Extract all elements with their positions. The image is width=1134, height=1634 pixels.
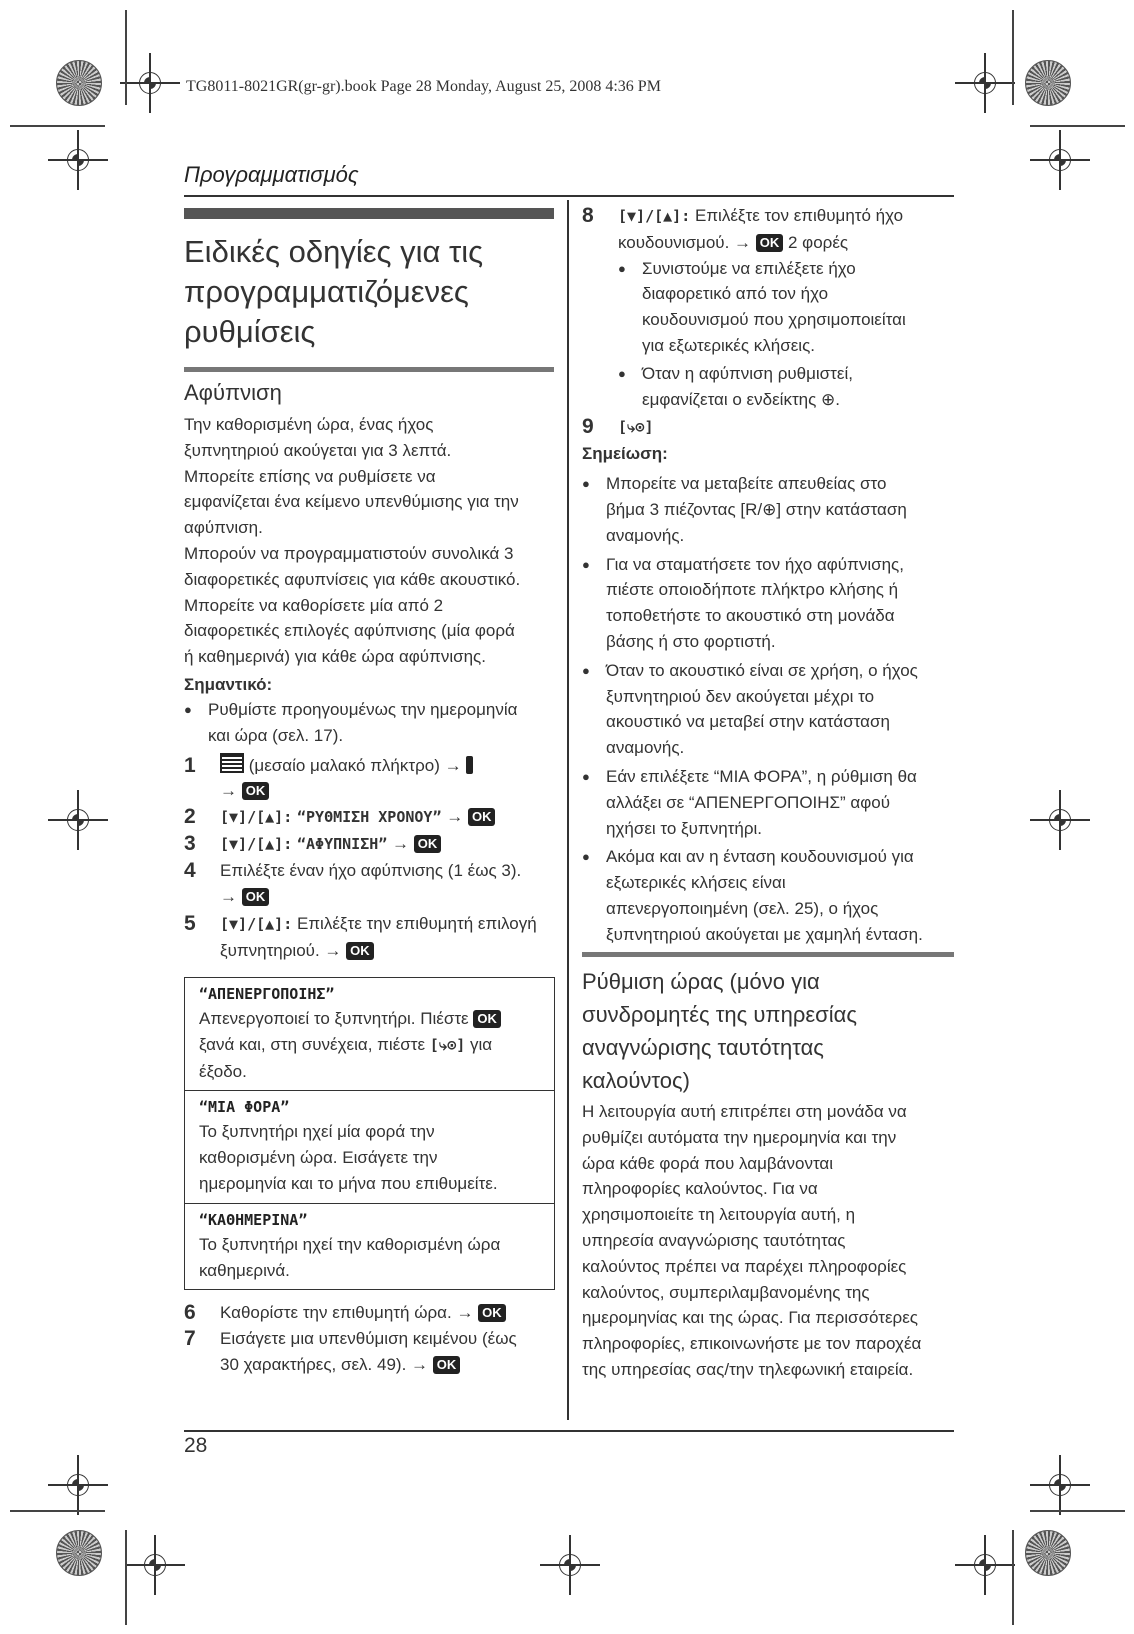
ok-key-icon: OK	[468, 808, 496, 826]
option-off: “ΑΠΕΝΕΡΓΟΠΟΙΗΣ” Απενεργοποιεί το ξυπνητήρι. Πιέστε OK ξανά και, στη συνέχεια, πιέστε [⤷⊙] για έξοδο.	[185, 978, 554, 1091]
left-column	[184, 380, 559, 964]
ok-key-icon: OK	[414, 835, 442, 853]
caller-id-section	[582, 965, 962, 1383]
option-daily: “ΚΑΘΗΜΕΡΙΝΑ” Το ξυπνητήρι ηχεί την καθορισμένη ώρα καθημερινά.	[199, 1210, 501, 1280]
alarm-options-table	[184, 977, 555, 1290]
crosshair-icon	[125, 1535, 185, 1595]
note-label: Σημείωση:	[582, 444, 668, 464]
note-item: ● Εάν επιλέξετε “ΜΙΑ ΦΟΡΑ”, η ρύθμιση θα αλλάξει σε “ΑΠΕΝΕΡΓΟΠΟΙΗΣ” αφού ηχήσει το ξυπνητήρι.	[582, 764, 962, 841]
left-steps-bottom	[184, 1300, 559, 1377]
registration-rosette-icon	[56, 1530, 102, 1576]
step8-bullet: ● Συνιστούμε να επιλέξετε ήχο διαφορετικό από τον ήχο κουδουνισμού που χρησιμοποιείται για εξωτερικές κλήσεις.	[618, 256, 962, 359]
ok-key-icon: OK	[473, 1010, 501, 1028]
note-item: ● Ακόμα και αν η ένταση κουδουνισμού για εξωτερικές κλήσεις είναι απενεργοποιημένη (σελ. 25), ο ήχος ξυπνητηριού ακούγεται με χαμηλή ένταση.	[582, 844, 962, 947]
ok-key-icon: OK	[346, 942, 374, 960]
crosshair-icon	[1030, 1455, 1090, 1515]
note-item: ● Μπορείτε να μεταβείτε απευθείας στο βήμα 3 πιέζοντας [R/⊕] στην κατάσταση αναμονής.	[582, 471, 962, 548]
right-column	[582, 203, 962, 948]
subtitle-alarm: Αφύπνιση	[184, 380, 282, 405]
registration-rosette-icon	[1025, 60, 1071, 106]
handset-icon	[466, 756, 473, 774]
step-7: 7 Εισάγετε μια υπενθύμιση κειμένου (έως 30 χαρακτήρες, σελ. 49). → OK	[184, 1326, 517, 1374]
step8-bullet: ● Όταν η αφύπνιση ρυθμιστεί, εμφανίζεται ο ενδείκτης ⊕.	[618, 361, 962, 413]
step-8: 8 [▼]/[▲]: Επιλέξτε τον επιθυμητό ήχο κουδουνισμού. → OK 2 φορές ● Συνιστούμε να επιλέξετε ήχο διαφορετικό από τον ήχο κουδουνισμού που χρησιμοποιείται για εξωτερικές κλήσεις. ● Όταν η αφύπνιση ρυθμιστεί, εμφανίζεται ο ενδείκτης ⊕.	[582, 203, 962, 412]
section2-title: Ρύθμιση ώρας (μόνο για συνδρομητές της υπηρεσίας αναγνώρισης ταυτότητας καλούντος)	[582, 969, 857, 1093]
main-title: Ειδικές οδηγίες για τις προγραμματιζόμενες ρυθμίσεις	[184, 234, 484, 349]
off-key-icon: [⤷⊙]	[618, 418, 654, 437]
step-4: 4 Επιλέξτε έναν ήχο αφύπνισης (1 έως 3). → OK	[184, 858, 522, 906]
option-once: “ΜΙΑ ΦΟΡΑ” Το ξυπνητήρι ηχεί μία φορά την καθορισμένη ώρα. Εισάγετε την ημερομηνία και το μήνα που επιθυμείτε.	[185, 1091, 554, 1203]
note-item: ● Όταν το ακουστικό είναι σε χρήση, ο ήχος ξυπνητηριού δεν ακούγεται μέχρι το ακουστικό να μεταβεί στην κατάσταση αναμονής.	[582, 658, 962, 761]
ok-key-icon: OK	[242, 782, 270, 800]
step-9: 9 [⤷⊙]	[582, 415, 654, 439]
crosshair-icon	[955, 1535, 1015, 1595]
crosshair-icon	[955, 53, 1015, 113]
crosshair-icon	[48, 130, 108, 190]
step-2: 2 [▼]/[▲]: “ΡΥΘΜΙΣΗ ΧΡΟΝΟΥ” → OK	[184, 804, 559, 831]
registration-rosette-icon	[56, 60, 102, 106]
intro-text: Την καθορισμένη ώρα, ένας ήχος ξυπνητηριού ακούγεται για 3 λεπτά. Μπορείτε επίσης να ρυθμίσετε να εμφανίζεται ένα κείμενο υπενθύμισης για την αφύπνιση. Μπορούν να προγραμματιστούν συνολικά 3 διαφορετικές αφυπνίσεις για κάθε ακουστικό. Μπορείτε να καθορίσετε μία από 2 διαφορετικές επιλογές αφύπνισης (μία φορά ή καθημερινά) για κάθε ώρα αφύπνισης.	[184, 415, 521, 667]
crosshair-icon	[48, 1455, 108, 1515]
important-bullet: ● Ρυθμίστε προηγουμένως την ημερομηνία και ώρα (σελ. 17).	[184, 697, 559, 749]
ok-key-icon: OK	[756, 234, 784, 252]
step-3: 3 [▼]/[▲]: “ΑΦΥΠΝΙΣΗ” → OK	[184, 831, 559, 858]
crosshair-icon	[120, 53, 180, 113]
important-label: Σημαντικό:	[184, 674, 273, 694]
crosshair-icon	[1030, 130, 1090, 190]
registration-rosette-icon	[1025, 1530, 1071, 1576]
page-number: 28	[184, 1434, 208, 1457]
section-title: Προγραμματισμός	[184, 162, 359, 187]
crosshair-icon	[1030, 790, 1090, 850]
step-1: 1 (μεσαίο μαλακό πλήκτρο) → → OK	[184, 753, 559, 805]
crosshair-icon	[48, 790, 108, 850]
off-key-icon: [⤷⊙]	[429, 1035, 466, 1054]
note-item: ● Για να σταματήσετε τον ήχο αφύπνισης, πιέστε οποιοδήποτε πλήκτρο κλήσης ή τοποθετήστε το ακουστικό στη μονάδα βάσης ή στο φορτιστή.	[582, 552, 962, 655]
menu-key-icon	[220, 753, 244, 773]
section2-body: Η λειτουργία αυτή επιτρέπει στη μονάδα να ρυθμίζει αυτόματα την ημερομηνία και την ώρα κάθε φορά που λαμβάνονται πληροφορίες καλούντος. Για να χρησιμοποιείτε τη λειτουργία αυτή, η υπηρεσία αναγνώρισης ταυτότητας καλούντος πρέπει να παρέχει πληροφορίες καλούντος, συμπεριλαμβανομένης της ημερομηνίας και της ώρας. Για περισσότερες πληροφορίες, επικοινωνήστε με τον παροχέα της υπηρεσίας σας/την τηλεφωνική εταιρεία.	[582, 1102, 922, 1379]
step-5: 5 [▼]/[▲]: Επιλέξτε την επιθυμητή επιλογή ξυπνητηριού. → OK	[184, 912, 537, 961]
crosshair-icon	[540, 1535, 600, 1595]
print-header: TG8011-8021GR(gr-gr).book Page 28 Monday, August 25, 2008 4:36 PM	[186, 78, 661, 95]
ok-key-icon: OK	[433, 1356, 461, 1374]
ok-key-icon: OK	[478, 1304, 506, 1322]
step-6: 6 Καθορίστε την επιθυμητή ώρα. → OK	[184, 1300, 559, 1326]
ok-key-icon: OK	[242, 888, 270, 906]
